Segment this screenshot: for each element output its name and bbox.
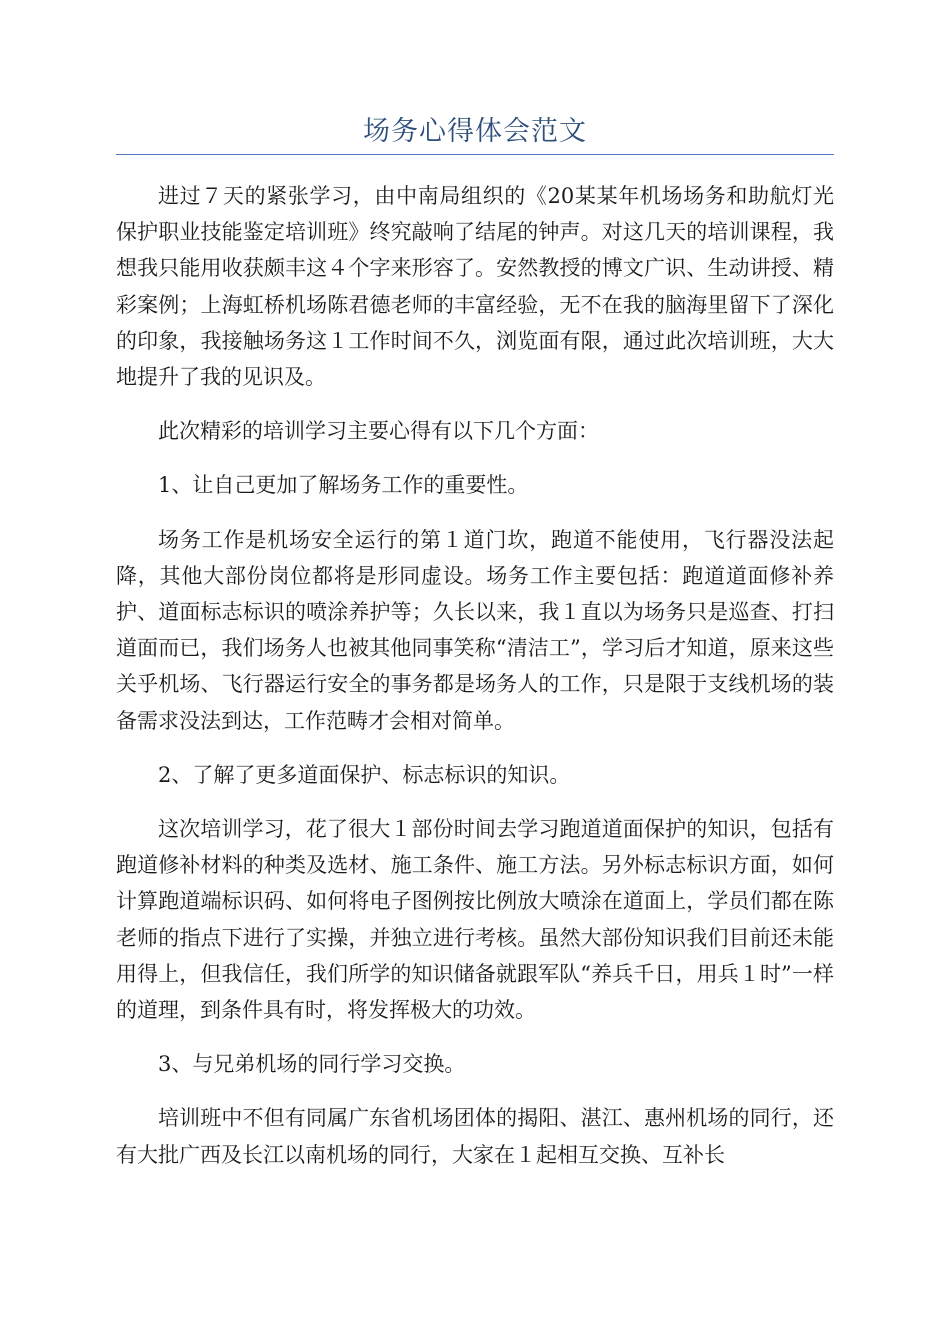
paragraph-point-2: 这次培训学习，花了很大１部份时间去学习跑道道面保护的知识，包括有跑道修补材料的种类及选材、施工条件、施工方法。另外标志标识方面，如何计算跑道端标识码、如何将电子图例按比例放大喷涂在道面上，学员们都在陈老师的指点下进行了实操，并独立进行考核。虽然大部份知识我们目前还未能用得上，但我信任，我们所学的知识储备就跟军队“养兵千日，用兵１时”一样的道理，到条件具有时，将发挥极大的功效。 <box>116 817 834 1023</box>
heading-point-2: 2、了解了更多道面保护、标志标识的知识。 <box>158 762 571 787</box>
paragraph-point-1: 场务工作是机场安全运行的第１道门坎，跑道不能使用，飞行器没法起降，其他大部份岗位都将是形同虚设。场务工作主要包括：跑道道面修补养护、道面标志标识的喷涂养护等；久长以来，我１直以为场务只是巡查、打扫道面而已，我们场务人也被其他同事笑称“清洁工”，学习后才知道，原来这些关乎机场、飞行器运行安全的事务都是场务人的工作，只是限于支线机场的装备需求没法到达，工作范畴才会相对简单。 <box>116 527 834 733</box>
paragraph-summary-lead: 此次精彩的培训学习主要心得有以下几个方面： <box>158 419 599 444</box>
heading-point-3: 3、与兄弟机场的同行学习交换。 <box>158 1052 466 1077</box>
paragraph-point-3: 培训班中不但有同属广东省机场团体的揭阳、湛江、惠州机场的同行，还有大批广西及长江以南机场的同行，大家在１起相互交换、互补长 <box>116 1106 834 1167</box>
title-underline <box>116 154 834 155</box>
heading-point-1: 1、让自己更加了解场务工作的重要性。 <box>158 473 529 498</box>
paragraph-intro: 进过７天的紧张学习，由中南局组织的《20某某年机场场务和助航灯光保护职业技能鉴定培训班》终究敲响了结尾的钟声。对这几天的培训课程，我想我只能用收获颇丰这４个字来形容了。安然教授的博文广识、生动讲授、精彩案例；上海虹桥机场陈君德老师的丰富经验，无不在我的脑海里留下了深化的印象，我接触场务这１工作时间不久，浏览面有限，通过此次培训班，大大地提升了我的见识及。 <box>116 184 834 390</box>
document-body <box>116 178 834 1191</box>
document-title: 场务心得体会范文 <box>363 116 587 147</box>
